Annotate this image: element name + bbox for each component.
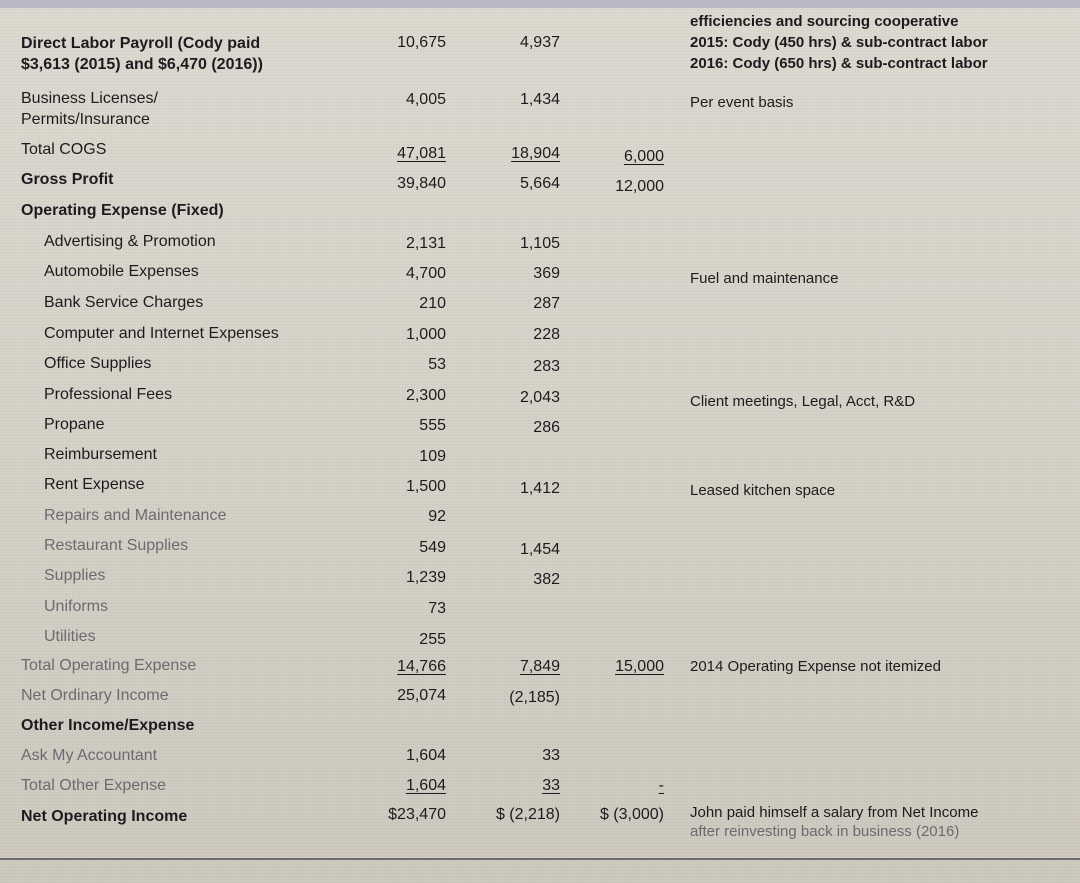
business-licenses-line1: Business Licenses/ (21, 90, 158, 107)
ask-accountant-2015: 1,604 (405, 747, 446, 764)
net-operating-note-line2: after reinvesting back in business (2016) (690, 823, 960, 840)
computer-2016: 228 (533, 326, 560, 343)
propane-2015: 555 (419, 417, 446, 434)
direct-labor-line2: $3,613 (2015) and $6,470 (2016)) (21, 56, 263, 73)
net-ordinary-2016: (2,185) (509, 689, 560, 706)
total-opex-note: 2014 Operating Expense not itemized (690, 658, 941, 675)
sheet-top-edge (0, 0, 1080, 8)
business-licenses-note: Per event basis (690, 94, 794, 111)
net-operating-label: Net Operating Income (21, 808, 188, 825)
rent-label: Rent Expense (44, 476, 145, 493)
total-cogs-label: Total COGS (21, 141, 107, 158)
restaurant-supplies-2015: 549 (419, 539, 446, 556)
total-cogs-2016: 18,904 (511, 145, 560, 162)
total-opex-2014: 15,000 (615, 658, 664, 675)
bank-service-2016: 287 (533, 295, 560, 312)
supplies-2015: 1,239 (405, 569, 446, 586)
computer-label: Computer and Internet Expenses (44, 325, 279, 342)
professional-fees-2016: 2,043 (519, 389, 560, 406)
note-top-block (690, 11, 988, 74)
bottom-rule (0, 858, 1080, 860)
professional-fees-label: Professional Fees (44, 386, 173, 403)
net-ordinary-2015: 25,074 (397, 687, 446, 704)
computer-2015: 1,000 (405, 326, 446, 343)
business-licenses-2015: 4,005 (405, 91, 446, 108)
total-other-2016: 33 (542, 777, 560, 794)
bank-service-label: Bank Service Charges (44, 294, 204, 311)
ask-accountant-label: Ask My Accountant (21, 747, 158, 764)
restaurant-supplies-2016: 1,454 (519, 541, 560, 558)
gross-profit-2016: 5,664 (519, 175, 560, 192)
ask-accountant-2016: 33 (542, 747, 560, 764)
direct-labor-2016: 4,937 (519, 34, 560, 51)
other-header: Other Income/Expense (21, 717, 195, 734)
utilities-label: Utilities (44, 628, 96, 645)
total-opex-label: Total Operating Expense (21, 657, 197, 674)
note-2015-labor: 2015: Cody (450 hrs) & sub-contract labor (690, 34, 988, 51)
note-efficiencies: efficiencies and sourcing cooperative (690, 13, 959, 30)
office-supplies-label: Office Supplies (44, 355, 152, 372)
total-other-2014: - (658, 777, 664, 794)
total-other-2015: 1,604 (405, 777, 446, 794)
professional-fees-note: Client meetings, Legal, Acct, R&D (690, 393, 916, 410)
net-operating-2016: $ (2,218) (495, 806, 560, 823)
office-supplies-2015: 53 (428, 356, 446, 373)
propane-label: Propane (44, 416, 105, 433)
repairs-2015: 92 (428, 508, 446, 525)
supplies-2016: 382 (533, 571, 560, 588)
row-business-licenses-label (21, 88, 158, 130)
utilities-2015: 255 (419, 631, 446, 648)
advertising-label: Advertising & Promotion (44, 233, 216, 250)
total-cogs-2014: 6,000 (623, 148, 664, 165)
total-opex-2015: 14,766 (397, 658, 446, 675)
reimbursement-label: Reimbursement (44, 446, 157, 463)
opex-header: Operating Expense (Fixed) (21, 202, 224, 219)
office-supplies-2016: 283 (533, 358, 560, 375)
net-operating-2014: $ (3,000) (599, 806, 664, 823)
gross-profit-2015: 39,840 (397, 175, 446, 192)
uniforms-label: Uniforms (44, 598, 109, 615)
direct-labor-2015: 10,675 (397, 34, 446, 51)
business-licenses-line2: Permits/Insurance (21, 111, 150, 128)
total-opex-2016: 7,849 (519, 658, 560, 675)
rent-2015: 1,500 (405, 478, 446, 495)
advertising-2015: 2,131 (405, 235, 446, 252)
total-cogs-2015: 47,081 (397, 145, 446, 162)
rent-2016: 1,412 (519, 480, 560, 497)
net-operating-2015: $23,470 (388, 806, 446, 823)
gross-profit-label: Gross Profit (21, 171, 114, 188)
gross-profit-2014: 12,000 (615, 178, 664, 195)
uniforms-2015: 73 (428, 600, 446, 617)
professional-fees-2015: 2,300 (405, 387, 446, 404)
restaurant-supplies-label: Restaurant Supplies (44, 537, 189, 554)
reimbursement-2015: 109 (419, 448, 446, 465)
row-direct-labor-label (21, 33, 263, 75)
automobile-label: Automobile Expenses (44, 263, 199, 280)
automobile-note: Fuel and maintenance (690, 270, 839, 287)
rent-note: Leased kitchen space (690, 482, 836, 499)
automobile-2016: 369 (533, 265, 560, 282)
business-licenses-2016: 1,434 (519, 91, 560, 108)
note-2016-labor: 2016: Cody (650 hrs) & sub-contract labor (690, 55, 988, 72)
bank-service-2015: 210 (419, 295, 446, 312)
supplies-label: Supplies (44, 567, 106, 584)
advertising-2016: 1,105 (519, 235, 560, 252)
automobile-2015: 4,700 (405, 265, 446, 282)
total-other-label: Total Other Expense (21, 777, 166, 794)
propane-2016: 286 (533, 419, 560, 436)
net-operating-note-line1: John paid himself a salary from Net Income (690, 804, 979, 821)
net-ordinary-label: Net Ordinary Income (21, 687, 169, 704)
direct-labor-line1: Direct Labor Payroll (Cody paid (21, 35, 261, 52)
repairs-label: Repairs and Maintenance (44, 507, 227, 524)
net-operating-note (690, 803, 978, 841)
